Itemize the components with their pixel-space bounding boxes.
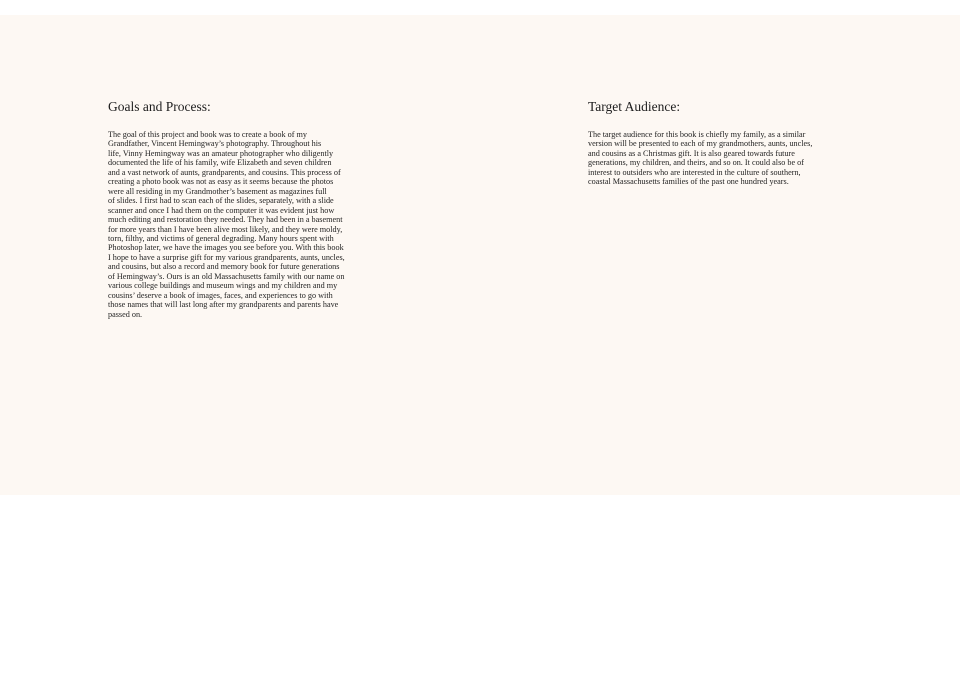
body-line: documented the life of his family, wife Elizabeth and seven children: [108, 158, 332, 168]
body-line: of slides. I first had to scan each of the slides, separately, with a slide: [108, 196, 334, 206]
body-line: were all residing in my Grandmother’s basement as magazines full: [108, 186, 327, 196]
body-line: generations, my children, and theirs, and so on. It could also be of: [588, 158, 805, 168]
body-line: various college buildings and museum wings and my children and my: [108, 281, 338, 291]
body-line: Photoshop later, we have the images you see before you. With this book: [108, 243, 344, 253]
body-line: torn, filthy, and victims of general degrading. Many hours spent with: [108, 233, 334, 243]
body-line: and cousins, but also a record and memory book for future generations: [108, 262, 340, 272]
body-line: passed on.: [108, 309, 143, 319]
body-line: interest to outsiders who are interested in the culture of southern,: [588, 167, 801, 177]
target-audience-body: [588, 130, 848, 187]
target-audience-section: [588, 99, 848, 187]
body-line: creating a photo book was not as easy as it seems because the photos: [108, 177, 334, 187]
body-line: The target audience for this book is chiefly my family, as a similar: [588, 130, 806, 139]
body-line: of Hemingway’s. Ours is an old Massachusetts family with our name on: [108, 271, 345, 281]
body-line: scanner and once I had them on the computer it was evident just how: [108, 205, 335, 215]
body-line: I hope to have a surprise gift for my various grandparents, aunts, uncles,: [108, 252, 345, 262]
body-line: for more years than I have been alive most likely, and they were moldy,: [108, 224, 343, 234]
body-line: cousins’ deserve a book of images, faces, and experiences to go with: [108, 290, 333, 300]
body-line: much editing and restoration they needed. They had been in a basement: [108, 215, 343, 225]
book-spread: [0, 15, 960, 495]
body-line: The goal of this project and book was to create a book of my: [108, 130, 307, 139]
body-line: those names that will last long after my grandparents and parents have: [108, 300, 339, 310]
body-line: and a vast network of aunts, grandparents, and cousins. This process of: [108, 167, 341, 177]
goals-and-process-heading: Goals and Process:: [108, 99, 211, 114]
body-line: life, Vinny Hemingway was an amateur photographer who diligently: [108, 148, 334, 158]
goals-and-process-section: [108, 99, 378, 319]
body-line: Grandfather, Vincent Hemingway’s photography. Throughout his: [108, 139, 322, 149]
body-line: version will be presented to each of my grandmothers, aunts, uncles,: [588, 139, 813, 149]
goals-and-process-body: [108, 130, 378, 319]
body-line: coastal Massachusetts families of the past one hundred years.: [588, 177, 789, 187]
body-line: and cousins as a Christmas gift. It is also geared towards future: [588, 148, 795, 158]
target-audience-heading: Target Audience:: [588, 99, 681, 114]
